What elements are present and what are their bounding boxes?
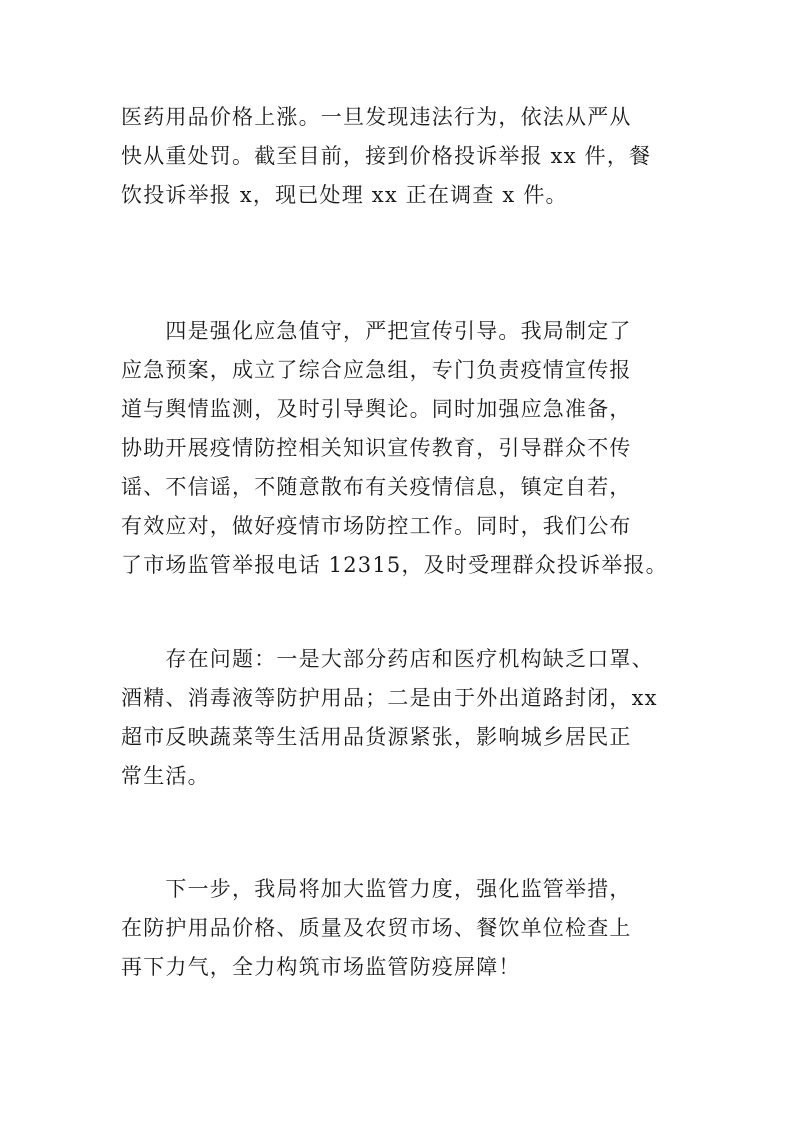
text-line: 酒精、消毒液等防护用品；二是由于外出道路封闭，xx bbox=[121, 686, 658, 710]
text-line: 再下力气，全力构筑市场监管防疫屏障！ bbox=[121, 955, 521, 979]
text-line: 有效应对，做好疫情市场防控工作。同时，我们公布 bbox=[121, 514, 632, 538]
paragraph-existing-problems bbox=[121, 640, 681, 796]
text-line: 了市场监管举报电话 12315，及时受理群众投诉举报。 bbox=[121, 553, 668, 577]
text-line: 饮投诉举报 x，现已处理 xx 正在调查 x 件。 bbox=[121, 183, 568, 207]
text-line: 常生活。 bbox=[121, 764, 210, 788]
paragraph-emergency-duty bbox=[121, 312, 681, 585]
text-line: 协助开展疫情防控相关知识宣传教育，引导群众不传 bbox=[121, 436, 632, 460]
text-line: 下一步，我局将加大监管力度，强化监管举措， bbox=[121, 877, 632, 901]
text-line: 超市反映蔬菜等生活用品货源紧张，影响城乡居民正 bbox=[121, 725, 632, 749]
text-line: 医药用品价格上涨。一旦发现违法行为，依法从严从 bbox=[121, 105, 632, 129]
text-line: 在防护用品价格、质量及农贸市场、餐饮单位检查上 bbox=[121, 916, 632, 940]
text-line: 四是强化应急值守，严把宣传引导。我局制定了 bbox=[121, 319, 632, 343]
paragraph-price-enforcement bbox=[121, 98, 681, 215]
text-line: 存在问题：一是大部分药店和医疗机构缺乏口罩、 bbox=[121, 647, 654, 671]
paragraph-next-steps bbox=[121, 870, 681, 987]
text-line: 谣、不信谣，不随意散布有关疫情信息，镇定自若， bbox=[121, 475, 632, 499]
text-line: 应急预案，成立了综合应急组，专门负责疫情宣传报 bbox=[121, 358, 632, 382]
text-line: 快从重处罚。截至目前，接到价格投诉举报 xx 件，餐 bbox=[121, 144, 652, 168]
text-line: 道与舆情监测，及时引导舆论。同时加强应急准备， bbox=[121, 397, 632, 421]
